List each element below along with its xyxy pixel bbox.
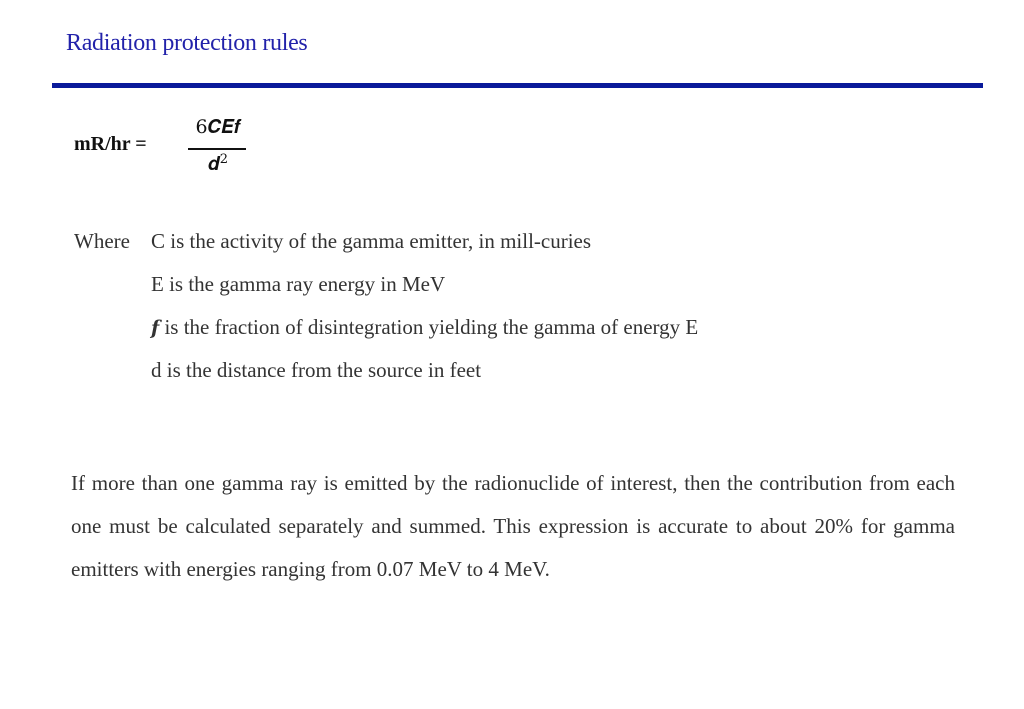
definition-text: is the gamma ray energy in MeV bbox=[169, 272, 446, 296]
definition-text: is the activity of the gamma emitter, in mill-curies bbox=[170, 229, 592, 253]
fraction-bar bbox=[188, 148, 246, 150]
definition-line bbox=[74, 270, 698, 313]
definition-symbol: 𝒇 bbox=[151, 317, 160, 339]
definition-line bbox=[74, 356, 698, 399]
definition-symbol: E bbox=[151, 272, 164, 296]
denominator-base: 𝒅 bbox=[207, 153, 220, 175]
definition-text: is the fraction of disintegration yielding the gamma of energy E bbox=[164, 315, 699, 339]
slide-title: Radiation protection rules bbox=[66, 30, 308, 56]
title-divider bbox=[52, 83, 983, 88]
formula-numerator: 6𝑪𝑬𝒇 bbox=[195, 116, 241, 138]
denominator-exponent: 2 bbox=[219, 152, 229, 167]
formula-denominator bbox=[188, 152, 248, 175]
where-label: Where bbox=[74, 229, 130, 253]
definition-line bbox=[74, 227, 698, 270]
definition-text: is the distance from the source in feet bbox=[166, 358, 482, 382]
variable-definitions bbox=[74, 227, 698, 399]
accuracy-paragraph: If more than one gamma ray is emitted by the radionuclide of interest, then the contribution from each one must be calculated separately and summed. This expression is accurate to about 20% for gamma emitters with energies ranging from 0.07 MeV to 4 MeV. bbox=[71, 471, 955, 581]
definition-symbol: d bbox=[151, 358, 162, 382]
dose-rate-formula bbox=[74, 114, 374, 180]
formula-fraction bbox=[188, 114, 248, 180]
definition-symbol: C bbox=[151, 229, 166, 253]
formula-lhs: mR/hr = bbox=[74, 133, 147, 155]
definition-line bbox=[74, 313, 698, 356]
